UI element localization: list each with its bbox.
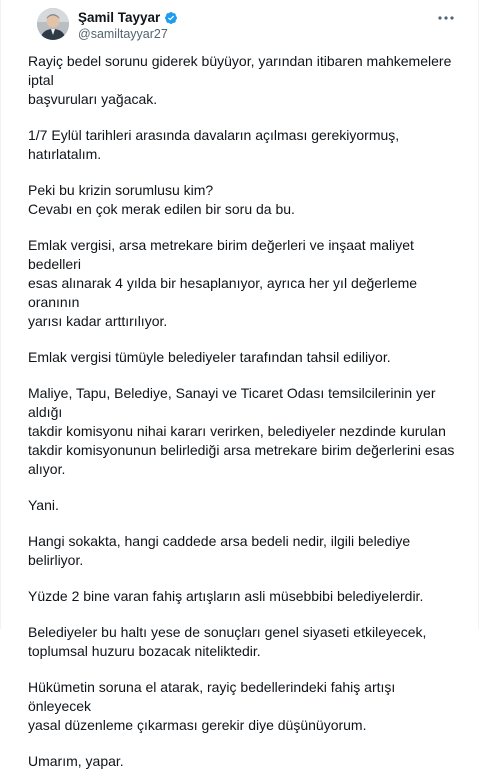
author-name-row — [78, 9, 178, 26]
tweet-paragraph — [28, 496, 461, 515]
avatar[interactable] — [37, 8, 69, 40]
tweet-paragraph — [28, 587, 461, 606]
tweet-line: Umarım, yapar. — [28, 753, 124, 769]
tweet-line: takdir komisyonu nihai kararı verirken, belediyeler nezdinde kurulan — [28, 423, 446, 439]
tweet-header — [24, 0, 461, 52]
avatar-image — [37, 8, 69, 40]
tweet-line: takdir komisyonunun belirlediği arsa metrekare birim değerlerini esas — [28, 442, 455, 458]
tweet-line: Cevabı en çok merak edilen bir soru da bu. — [28, 201, 295, 217]
tweet-line: Yani. — [28, 497, 59, 513]
tweet-line: Hükümetin soruna el atarak, rayiç bedellerindeki fahiş artışı önleyecek — [28, 679, 396, 714]
tweet-line: Rayiç bedel sorunu giderek büyüyor, yarından itibaren mahkemelere iptal — [28, 53, 452, 88]
tweet-line: yasal düzenleme çıkarması gerekir diye düşünüyorum. — [28, 717, 367, 733]
tweet-line: esas alınarak 4 yılda bir hesaplanıyor, ayrıca her yıl değerleme oranının — [28, 275, 418, 310]
tweet-paragraph — [28, 52, 461, 109]
tweet-line: toplumsal huzuru bozacak niteliktedir. — [28, 643, 261, 659]
tweet-paragraph — [28, 236, 461, 331]
tweet-line: Emlak vergisi tümüyle belediyeler tarafından tahsil ediliyor. — [28, 349, 391, 365]
tweet-line: 1/7 Eylül tarihleri arasında davaların açılması gerekiyormuş, hatırlatalım. — [28, 127, 400, 162]
tweet-line: Emlak vergisi, arsa metrekare birim değerleri ve inşaat maliyet bedelleri — [28, 237, 414, 272]
tweet-paragraph — [28, 126, 461, 164]
tweet-line: Maliye, Tapu, Belediye, Sanayi ve Ticaret Odası temsilcilerinin yer aldığı — [28, 385, 436, 420]
tweet-paragraph — [28, 678, 461, 735]
tweet-text — [24, 52, 461, 771]
tweet-paragraph — [28, 532, 461, 570]
tweet-line: yarısı kadar arttırılıyor. — [28, 313, 168, 329]
author-name[interactable]: Şamil Tayyar — [78, 10, 161, 25]
more-options-icon[interactable] — [435, 9, 457, 27]
tweet-paragraph — [28, 181, 461, 219]
verified-badge-icon[interactable] — [164, 11, 178, 25]
author-block — [78, 9, 178, 41]
tweet-line: Hangi sokakta, hangi caddede arsa bedeli nedir, ilgili belediye belirliyor. — [28, 533, 411, 568]
tweet-paragraph — [28, 348, 461, 367]
tweet-line: Peki bu krizin sorumlusu kim? — [28, 182, 214, 198]
tweet-line: alıyor. — [28, 461, 66, 477]
tweet-paragraph — [28, 752, 461, 771]
tweet-line: başvuruları yağacak. — [28, 91, 158, 107]
tweet-line: Belediyeler bu haltı yese de sonuçları genel siyaseti etkileyecek, — [28, 624, 427, 640]
tweet-paragraph — [28, 384, 461, 479]
author-handle[interactable]: @samiltayyar27 — [78, 27, 168, 41]
tweet-line: Yüzde 2 bine varan fahiş artışların asli müsebbibi belediyelerdir. — [28, 588, 424, 604]
